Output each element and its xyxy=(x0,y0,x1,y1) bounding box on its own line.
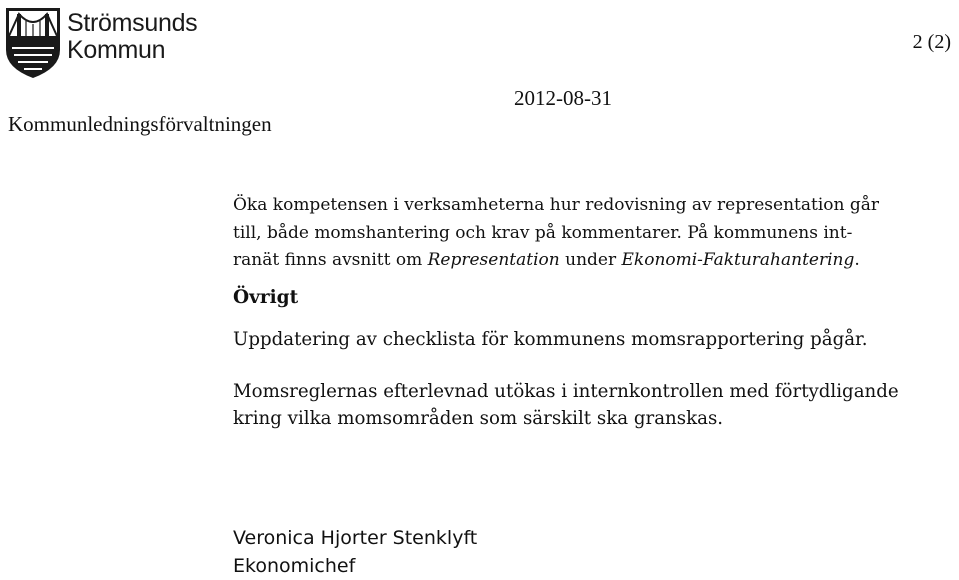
signature-title: Ekonomichef xyxy=(233,555,356,577)
intro-line-1: Öka kompetensen i verksamheterna hur redovisning av representation går xyxy=(233,195,879,215)
checklist-line: Uppdatering av checklista för kommunens momsrapportering pågår. xyxy=(233,328,868,350)
intro-text-a: ranät finns avsnitt om xyxy=(233,250,428,270)
document-body xyxy=(233,192,953,432)
department-name: Kommunledningsförvaltningen xyxy=(8,112,272,136)
moms-paragraph xyxy=(233,378,953,432)
fakturahantering-reference: Ekonomi-Fakturahantering xyxy=(621,250,855,270)
checklist-paragraph xyxy=(233,326,953,353)
signature-block xyxy=(233,524,477,580)
intro-text-c: . xyxy=(854,250,860,270)
moms-line-1: Momsreglernas efterlevnad utökas i internkontrollen med förtydligande xyxy=(233,380,899,402)
intro-line-2: till, både momshantering och krav på kommentarer. På kommunens int- xyxy=(233,222,853,243)
signature-name: Veronica Hjorter Stenklyft xyxy=(233,527,478,549)
section-heading-ovrigt: Övrigt xyxy=(233,286,299,308)
document-date: 2012-08-31 xyxy=(514,86,612,110)
municipality-logo xyxy=(4,6,198,78)
logo-text-line1: Strömsunds xyxy=(67,9,198,37)
representation-reference: Representation xyxy=(427,250,560,270)
intro-line-3 xyxy=(233,247,953,275)
bridge-crest-icon xyxy=(4,6,62,80)
moms-line-2: kring vilka momsområden som särskilt ska granskas. xyxy=(233,407,724,429)
intro-text-b: under xyxy=(559,250,622,270)
page-number: 2 (2) xyxy=(912,31,951,53)
intro-paragraph xyxy=(233,192,953,275)
logo-text-line2: Kommun xyxy=(67,36,166,64)
